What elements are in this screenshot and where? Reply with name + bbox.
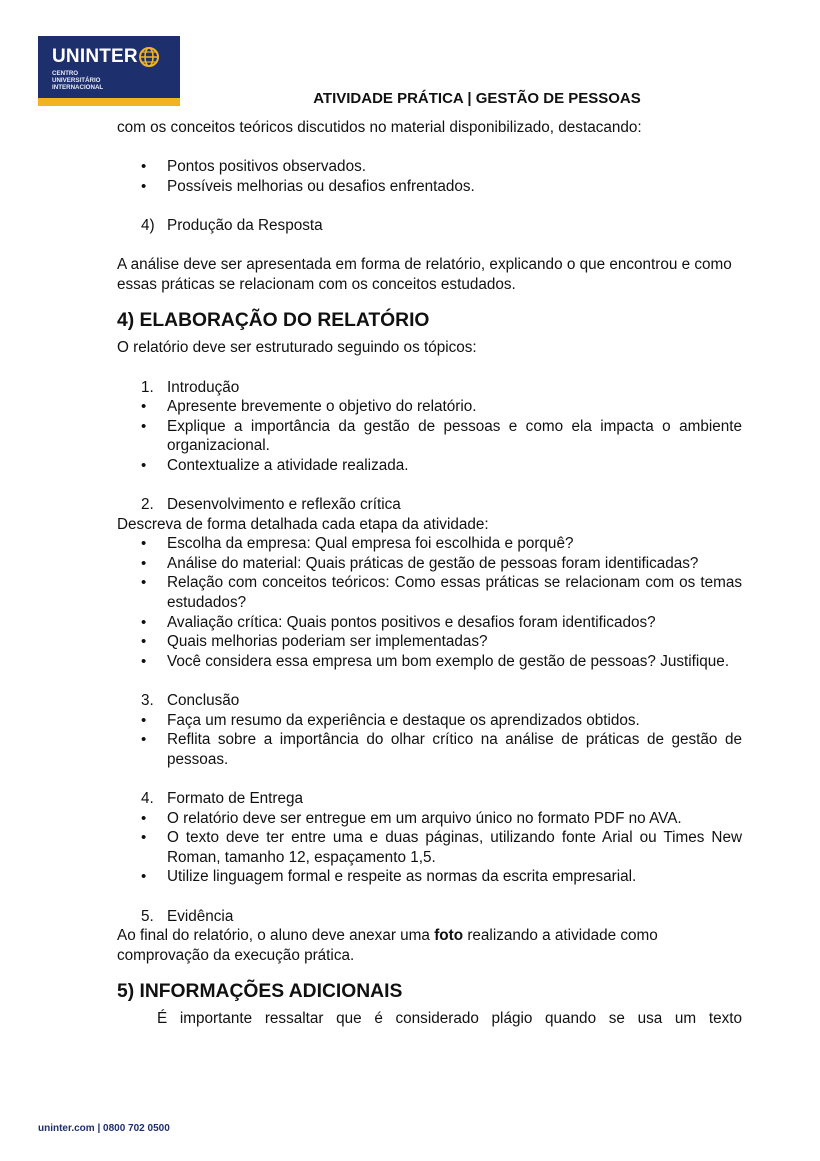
document-body <box>117 118 742 1029</box>
topic-heading: 2. Desenvolvimento e reflexão crítica <box>141 496 401 514</box>
uninter-logo <box>38 36 180 98</box>
list-item: • Você considera essa empresa um bom exemplo de gestão de pessoas? Justifique. <box>117 652 742 672</box>
list-item: • Análise do material: Quais práticas de gestão de pessoas foram identificadas? <box>117 554 742 574</box>
logo-subtitle: CENTRO UNIVERSITÁRIO INTERNACIONAL <box>52 70 104 91</box>
list-item: • Avaliação crítica: Quais pontos positivos e desafios foram identificados? <box>117 613 742 633</box>
list-item: • Contextualize a atividade realizada. <box>117 456 742 476</box>
topic-description: Descreva de forma detalhada cada etapa da atividade: <box>117 515 489 533</box>
topic-bullet-list <box>117 809 742 887</box>
topic-heading: 5. Evidência <box>141 907 234 925</box>
list-item: • Quais melhorias poderiam ser implementadas? <box>117 632 742 652</box>
list-item: • O relatório deve ser entregue em um arquivo único no formato PDF no AVA. <box>117 809 742 829</box>
section-4-heading: 4) ELABORAÇÃO DO RELATÓRIO <box>117 310 430 332</box>
section-4-lead: O relatório deve ser estruturado seguindo os tópicos: <box>117 339 477 357</box>
list-item: • Utilize linguagem formal e respeite as normas da escrita empresarial. <box>117 867 742 887</box>
list-item: • Relação com conceitos teóricos: Como essas práticas se relacionam com os temas estudados? <box>117 573 742 612</box>
evidence-paragraph: Ao final do relatório, o aluno deve anexar uma foto realizando a atividade como comprovação da execução prática. <box>117 927 658 964</box>
topic-heading: 4. Formato de Entrega <box>141 790 304 807</box>
list-item: • Escolha da empresa: Qual empresa foi escolhida e porquê? <box>117 534 742 554</box>
logo-wordmark: UNINTER <box>52 46 138 67</box>
intro-bullet-list <box>117 157 742 196</box>
list-item: • Faça um resumo da experiência e destaque os aprendizados obtidos. <box>117 711 742 731</box>
list-item: • Apresente brevemente o objetivo do relatório. <box>117 397 742 417</box>
section-5-paragraph: É importante ressaltar que é considerado plágio quando se usa um texto <box>157 1010 742 1028</box>
list-item: • Possíveis melhorias ou desafios enfrentados. <box>117 177 742 197</box>
page-header-title: ATIVIDADE PRÁTICA | GESTÃO DE PESSOAS <box>313 90 641 107</box>
list-item: • O texto deve ter entre uma e duas páginas, utilizando fonte Arial ou Times New Roman, tamanho 12, espaçamento 1,5. <box>117 828 742 867</box>
continuation-line: com os conceitos teóricos discutidos no material disponibilizado, destacando: <box>117 119 642 136</box>
footer-contact: uninter.com | 0800 702 0500 <box>38 1123 170 1134</box>
globe-icon <box>138 46 160 68</box>
analysis-paragraph: A análise deve ser apresentada em forma de relatório, explicando o que encontrou e como essas práticas se relacionam com os conceitos estudados. <box>117 256 732 293</box>
topic-heading: 1. Introdução <box>141 378 240 396</box>
topic-heading: 3. Conclusão <box>141 692 240 710</box>
list-item: • Pontos positivos observados. <box>117 157 742 177</box>
step-4-heading: 4) Produção da Resposta <box>141 216 323 234</box>
section-5-heading: 5) INFORMAÇÕES ADICIONAIS <box>117 981 403 1003</box>
list-item: • Reflita sobre a importância do olhar crítico na análise de práticas de gestão de pessoas. <box>117 730 742 769</box>
topic-bullet-list <box>117 534 742 671</box>
topic-bullet-list <box>117 711 742 770</box>
list-item: • Explique a importância da gestão de pessoas e como ela impacta o ambiente organizacional. <box>117 417 742 456</box>
topic-bullet-list <box>117 397 742 475</box>
